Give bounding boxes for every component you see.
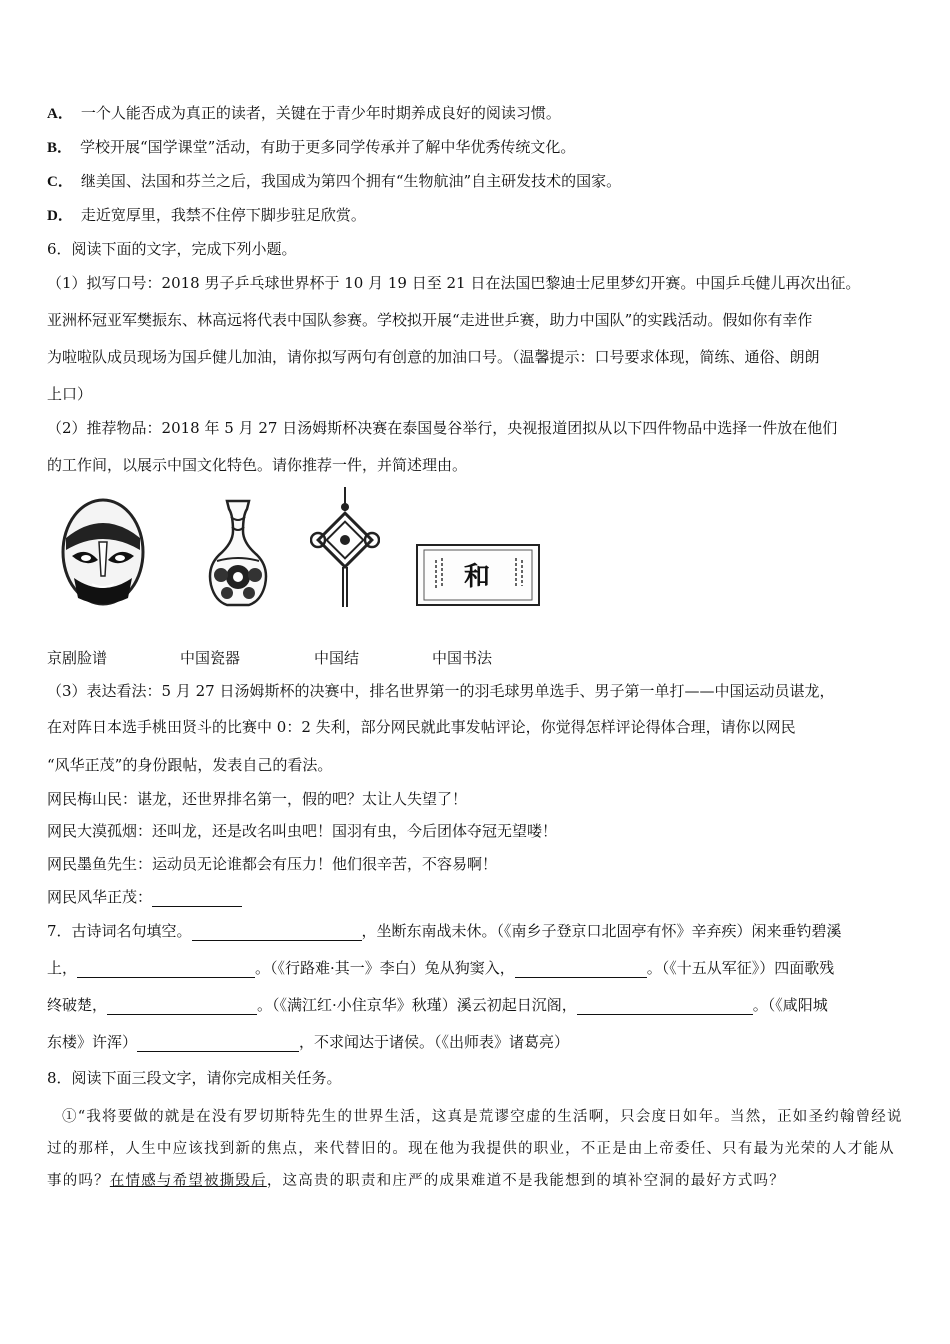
scroll-character: 和	[464, 562, 491, 592]
q7-line	[47, 958, 834, 978]
q7-text: 上，	[47, 959, 78, 977]
option-b	[47, 137, 575, 158]
option-a	[47, 103, 561, 124]
q7-line	[47, 995, 828, 1015]
q7-text: 。（《十五从军征》）四面歌残	[646, 959, 835, 977]
opera-mask-image	[58, 498, 148, 610]
option-text: 一个人能否成为真正的读者，关键在于青少年时期养成良好的阅读习惯。	[80, 104, 561, 122]
fill-blank[interactable]	[77, 961, 255, 978]
q7-text: 。（《行路难·其一》李白）兔从狗窦入，	[255, 959, 515, 977]
q7-text: 7．古诗词名句填空。	[47, 922, 192, 940]
q6-part1-line: 为啦啦队成员现场为国乒健儿加油，请你拟写两句有创意的加油口号。（温馨提示：口号要求体现，简练、通俗、朗朗	[47, 348, 820, 366]
option-label: C．	[47, 174, 73, 190]
item-caption-opera-mask: 京剧脸谱	[47, 649, 108, 667]
item-caption-knot: 中国结	[314, 649, 360, 667]
q6-part3-line: 在对阵日本选手桃田贤斗的比赛中 0：2 失利，部分网民就此事发帖评论，你觉得怎样评论得体合理，请你以网民	[47, 718, 796, 736]
q6-part1-line: 上口）	[47, 385, 93, 403]
option-text: 学校开展“国学课堂”活动，有助于更多同学传承并了解中华优秀传统文化。	[80, 138, 576, 156]
option-label: A．	[47, 106, 73, 122]
netizen-comment: 网民墨鱼先生：运动员无论谁都会有压力！他们很辛苦，不容易啊！	[47, 855, 498, 873]
option-text: 走近宽厚里，我禁不住停下脚步驻足欣赏。	[80, 206, 366, 224]
option-d	[47, 205, 366, 226]
q6-part2-line: （2）推荐物品：2018 年 5 月 27 日汤姆斯杯决赛在泰国曼谷举行，央视报道团拟从以下四件物品中选择一件放在他们	[47, 419, 838, 437]
option-text: 继美国、法国和芬兰之后，我国成为第四个拥有“生物航油”自主研发技术的国家。	[80, 172, 622, 190]
q8-title: 8．阅读下面三段文字，请你完成相关任务。	[47, 1069, 342, 1087]
answer-line	[47, 887, 242, 907]
q6-part3-line: （3）表达看法：5 月 27 日汤姆斯杯的决赛中，排名世界第一的羽毛球男单选手、男子第一单打——中国运动员谌龙，	[47, 682, 835, 700]
fill-blank[interactable]	[577, 998, 753, 1015]
chinese-knot-image	[310, 487, 380, 609]
q7-text: 终破楚，	[47, 996, 108, 1014]
q7-text: 。（《咸阳城	[752, 996, 828, 1014]
netizen-comment: 网民大漠孤烟：还叫龙，还是改名叫虫吧！国羽有虫，今后团体夺冠无望喽！	[47, 822, 558, 840]
item-caption-porcelain: 中国瓷器	[180, 649, 241, 667]
q7-text: 。（《满江红·小住京华》秋瑾）溪云初起日沉阁，	[257, 996, 577, 1014]
q7-text: ，坐断东南战未休。（《南乡子登京口北固亭有怀》辛弃疾）闲来垂钓碧溪	[361, 922, 842, 940]
paragraph-text: ①“我将要做的就是在没有罗切斯特先生的世界生活，这真是荒谬空虚的生活啊，只会度日如年。当然，正如圣约翰曾经说过的那样，人生中应该找到新的焦点，来代替旧的。现在他为我提供的职业，不正是由上帝委任、只有最为光荣的人才能从事的吗？	[47, 1109, 903, 1189]
underlined-phrase: 在情感与希望被撕毁后	[109, 1173, 267, 1189]
q7-text: ，不求闻达于诸侯。（《出师表》诸葛亮）	[299, 1033, 570, 1051]
q7-text: 东楼》许浑）	[47, 1033, 138, 1051]
fill-blank[interactable]	[107, 998, 257, 1015]
q6-title: 6．阅读下面的文字，完成下列小题。	[47, 240, 297, 258]
q6-part3-line: “风华正茂”的身份跟帖，发表自己的看法。	[47, 756, 333, 774]
calligraphy-scroll-image	[416, 544, 540, 606]
option-label: D．	[47, 208, 73, 224]
fill-blank[interactable]	[137, 1035, 299, 1052]
q7-line	[47, 1032, 569, 1052]
answer-blank[interactable]	[152, 890, 242, 907]
q6-part2-line: 的工作间，以展示中国文化特色。请你推荐一件，并简述理由。	[47, 456, 468, 474]
q7-line	[47, 921, 842, 941]
option-c	[47, 171, 621, 192]
option-label: B．	[47, 140, 73, 156]
answer-prompt: 网民风华正茂：	[47, 888, 153, 906]
fill-blank[interactable]	[192, 924, 362, 941]
fill-blank[interactable]	[515, 961, 647, 978]
q8-paragraph-1	[47, 1101, 907, 1197]
q6-part1-line: 亚洲杯冠亚军樊振东、林高远将代表中国队参赛。学校拟开展“走进世乒赛，助力中国队”的实践活动。假如你有幸作	[47, 311, 813, 329]
item-caption-calligraphy: 中国书法	[432, 649, 493, 667]
paragraph-text: ，这高贵的职责和庄严的成果难道不是我能想到的填补空洞的最好方式吗？	[266, 1173, 785, 1189]
porcelain-vase-image	[205, 497, 271, 609]
q6-part1-line: （1）拟写口号：2018 男子乒乓球世界杯于 10 月 19 日至 21 日在法国巴黎迪士尼里梦幻开赛。中国乒乓健儿再次出征。	[47, 274, 861, 292]
netizen-comment: 网民梅山民：谌龙，还世界排名第一，假的吧？太让人失望了！	[47, 790, 468, 808]
